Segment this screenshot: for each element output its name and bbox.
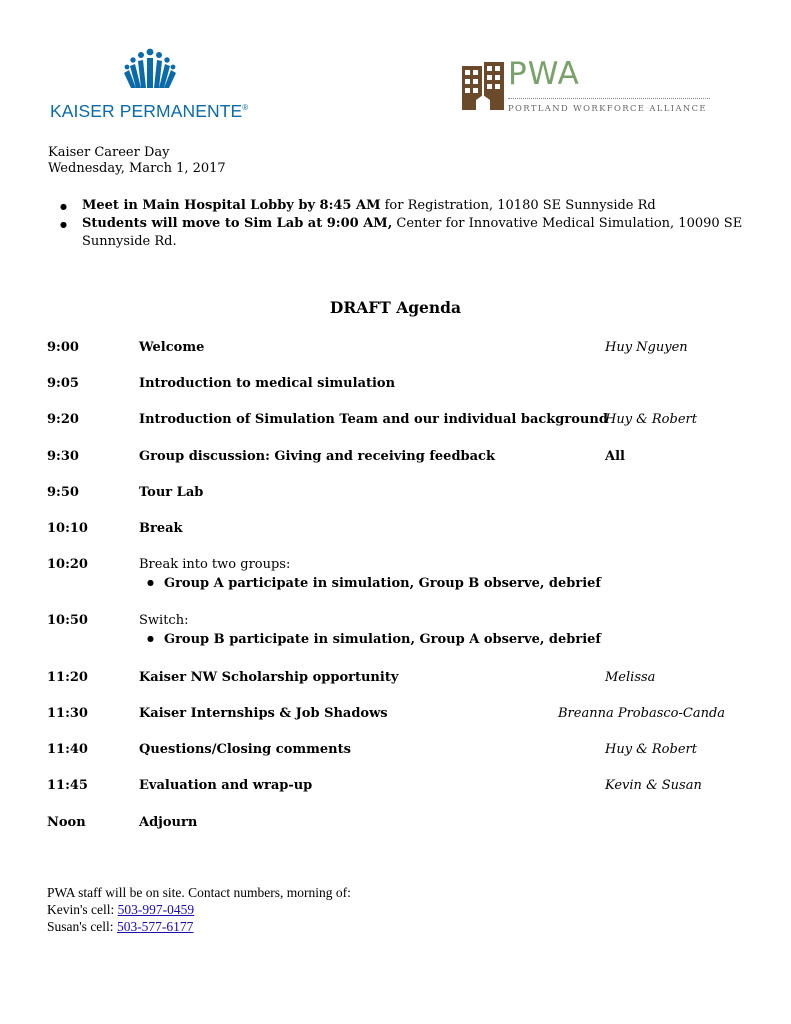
agenda-sub-item: ● Group A participate in simulation, Group B observe, debrief	[147, 576, 601, 591]
agenda-time: 9:00	[47, 340, 79, 355]
bullet-registration: ● Meet in Main Hospital Lobby by 8:45 AM for Registration, 10180 SE Sunnyside Rd	[60, 197, 760, 215]
susan-contact: Susan's cell: 503-577-6177	[47, 919, 194, 934]
agenda-time: 9:05	[47, 376, 79, 391]
agenda-activity: Kaiser Internships & Job Shadows	[139, 706, 388, 721]
pwa-logo-text: PWA	[508, 56, 580, 92]
agenda-time: 11:30	[47, 706, 88, 721]
agenda-row	[0, 613, 791, 631]
agenda-activity: Questions/Closing comments	[139, 742, 351, 757]
agenda-activity: Evaluation and wrap-up	[139, 778, 313, 793]
agenda-activity: Adjourn	[139, 815, 198, 830]
agenda-row	[0, 449, 791, 467]
pwa-logo	[462, 56, 722, 114]
agenda-presenter: Huy & Robert	[605, 742, 697, 757]
agenda-time: 11:45	[47, 778, 88, 793]
kevin-phone-link[interactable]: 503-997-0459	[117, 902, 195, 917]
susan-phone-link[interactable]: 503-577-6177	[116, 919, 194, 934]
agenda-presenter: Melissa	[605, 670, 656, 685]
agenda-row	[0, 376, 791, 394]
kaiser-logo-text: KAISER PERMANENTE®	[50, 101, 249, 121]
agenda-activity: Group discussion: Giving and receiving feedback	[139, 449, 495, 464]
agenda-presenter: Huy & Robert	[605, 412, 697, 427]
agenda-row	[0, 557, 791, 575]
pwa-logo-subtitle: PORTLAND WORKFORCE ALLIANCE	[508, 103, 707, 113]
agenda-activity: Introduction to medical simulation	[139, 376, 396, 391]
agenda-row	[0, 412, 791, 430]
agenda-presenter: Breanna Probasco-Canda	[558, 706, 726, 721]
agenda-presenter: Kevin & Susan	[605, 778, 702, 793]
kaiser-figures-icon	[120, 48, 180, 96]
agenda-time: 9:30	[47, 449, 79, 464]
contact-footer	[47, 884, 351, 935]
agenda-time: 9:20	[47, 412, 79, 427]
agenda-time: Noon	[47, 815, 86, 830]
agenda-activity: Break into two groups:	[139, 557, 291, 572]
logistics-bullets	[60, 197, 760, 251]
agenda-row	[0, 340, 791, 358]
agenda-row	[0, 778, 791, 796]
bullet-sim-lab: ● Students will move to Sim Lab at 9:00 AM, Center for Innovative Medical Simulation, 10090 SE Sunnyside Rd.	[60, 215, 760, 251]
agenda-row	[0, 485, 791, 503]
agenda-row	[0, 815, 791, 833]
kevin-contact: Kevin's cell: 503-997-0459	[47, 902, 195, 917]
agenda-presenter: Huy Nguyen	[605, 340, 688, 355]
agenda-activity: Welcome	[139, 340, 205, 355]
agenda-time: 10:50	[47, 613, 88, 628]
agenda-row	[0, 706, 791, 724]
kaiser-permanente-logo	[50, 48, 250, 122]
agenda-activity: Kaiser NW Scholarship opportunity	[139, 670, 399, 685]
building-icon	[462, 62, 504, 110]
agenda-presenter: All	[605, 449, 625, 464]
contact-intro: PWA staff will be on site. Contact numbers, morning of:	[47, 885, 351, 900]
event-date: Wednesday, March 1, 2017	[48, 161, 226, 176]
agenda-sub-item: ● Group B participate in simulation, Group A observe, debrief	[147, 632, 601, 647]
agenda-time: 9:50	[47, 485, 79, 500]
agenda-activity: Break	[139, 521, 183, 536]
pwa-logo-divider	[508, 98, 710, 99]
agenda-title: DRAFT Agenda	[329, 298, 462, 317]
agenda-activity: Switch:	[139, 613, 189, 628]
agenda-time: 10:10	[47, 521, 88, 536]
agenda-time: 10:20	[47, 557, 88, 572]
agenda-row	[0, 521, 791, 539]
agenda-row	[0, 742, 791, 760]
agenda-activity: Introduction of Simulation Team and our individual background	[139, 412, 608, 427]
agenda-row	[0, 670, 791, 688]
agenda-activity: Tour Lab	[139, 485, 204, 500]
agenda-time: 11:20	[47, 670, 88, 685]
agenda-time: 11:40	[47, 742, 88, 757]
event-name: Kaiser Career Day	[48, 145, 170, 160]
